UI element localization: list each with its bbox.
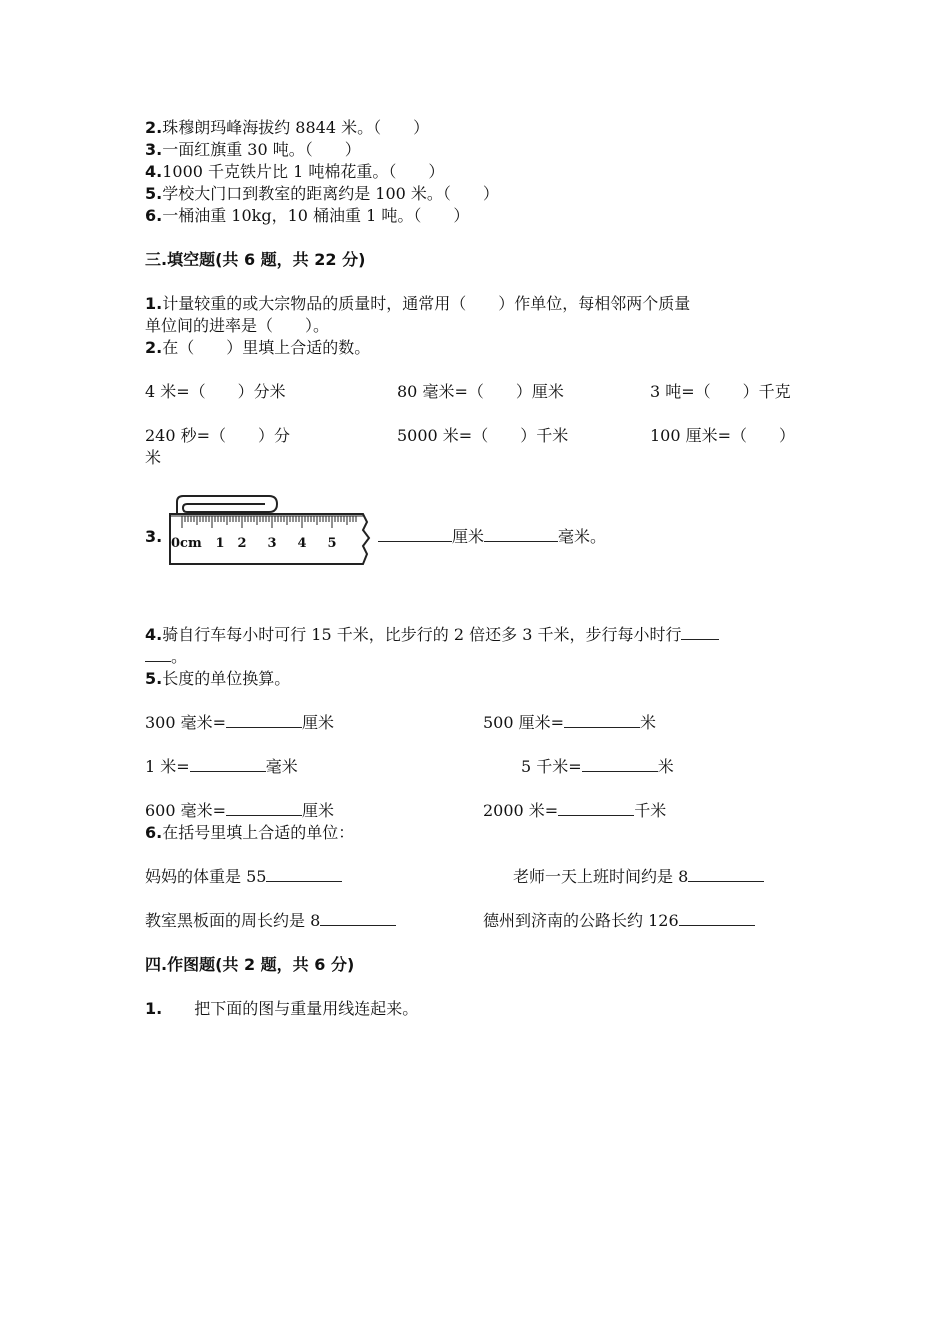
question-text: 骑自行车每小时可行 15 千米，比步行的 2 倍还多 3 千米，步行每小时行 bbox=[162, 625, 682, 644]
ruler-label: 2 bbox=[237, 536, 247, 551]
question-number: 4. bbox=[145, 162, 163, 181]
unit-fill-item bbox=[145, 911, 396, 931]
unit-conversion-item bbox=[521, 757, 674, 777]
conversion-item: 4 米=（ ）分米 bbox=[145, 382, 286, 401]
unit-fill-item bbox=[513, 867, 764, 887]
unit-fill-text: 德州到济南的公路长约 126 bbox=[483, 911, 679, 930]
fill-question-6 bbox=[145, 823, 354, 843]
unit-conversion-item bbox=[145, 757, 298, 777]
question-number: 5. bbox=[145, 669, 163, 688]
unit-conversion-item bbox=[145, 713, 334, 733]
unit-fill-item bbox=[145, 867, 342, 887]
answer-blank[interactable] bbox=[558, 801, 634, 816]
conversion-unit: 毫米 bbox=[265, 757, 298, 776]
paperclip-icon bbox=[177, 496, 277, 514]
question-number: 5. bbox=[145, 184, 163, 203]
answer-blank-cm[interactable] bbox=[378, 527, 452, 542]
question-text: 在（ ）里填上合适的数。 bbox=[162, 338, 371, 357]
question-number: 6. bbox=[145, 206, 163, 225]
unit-conversion-item bbox=[145, 801, 334, 821]
ruler-label: 0cm bbox=[171, 536, 202, 551]
answer-blank[interactable] bbox=[688, 867, 764, 882]
section-heading-fill-blank: 三.填空题(共 6 题，共 22 分) bbox=[145, 250, 366, 269]
question-text: 长度的单位换算。 bbox=[162, 669, 291, 688]
question-text: 把下面的图与重量用线连起来。 bbox=[194, 999, 419, 1018]
conversion-item: 100 厘米=（ ） bbox=[650, 426, 796, 445]
conversion-item: 5000 米=（ ）千米 bbox=[397, 426, 569, 445]
conversion-prefix: 5 千米= bbox=[521, 757, 582, 776]
fill-question-4 bbox=[145, 625, 719, 645]
question-number: 1. bbox=[145, 294, 163, 313]
conversion-prefix: 300 毫米= bbox=[145, 713, 227, 732]
conversion-unit: 厘米 bbox=[302, 801, 335, 820]
answer-blank[interactable] bbox=[679, 911, 755, 926]
answer-blank[interactable] bbox=[564, 713, 640, 728]
question-2 bbox=[145, 118, 429, 138]
answer-blank[interactable] bbox=[226, 801, 302, 816]
question-number: 1. bbox=[145, 999, 163, 1018]
unit-fill-text: 教室黑板面的周长约是 8 bbox=[145, 911, 321, 930]
question-text: 学校大门口到教室的距离约是 100 米。（ ） bbox=[162, 184, 499, 203]
question-text: 在括号里填上合适的单位： bbox=[162, 823, 355, 842]
ruler-with-paperclip-figure bbox=[165, 490, 380, 570]
ruler-label: 5 bbox=[327, 536, 337, 551]
question-text: 计量较重的或大宗物品的质量时，通常用（ ）作单位，每相邻两个质量 bbox=[162, 294, 691, 313]
conversion-item: 3 吨=（ ）千克 bbox=[650, 382, 791, 401]
conversion-item: 240 秒=（ ）分 bbox=[145, 426, 291, 445]
sentence-end: 。 bbox=[171, 647, 188, 666]
answer-blank[interactable] bbox=[320, 911, 396, 926]
fill-question-2 bbox=[145, 338, 370, 358]
conversion-unit: 厘米 bbox=[302, 713, 335, 732]
answer-blank[interactable] bbox=[266, 867, 342, 882]
conversion-item-wrap: 米 bbox=[145, 448, 162, 467]
unit-conversion-item bbox=[483, 801, 666, 821]
conversion-unit: 米 bbox=[657, 757, 674, 776]
ruler-answer bbox=[378, 527, 606, 547]
ruler-label: 3 bbox=[267, 536, 277, 551]
fill-question-3 bbox=[145, 527, 162, 547]
conversion-item: 80 毫米=（ ）厘米 bbox=[397, 382, 564, 401]
question-number: 3. bbox=[145, 140, 163, 159]
conversion-prefix: 1 米= bbox=[145, 757, 190, 776]
answer-blank[interactable] bbox=[582, 757, 658, 772]
question-number: 2. bbox=[145, 118, 163, 137]
answer-blank-continued[interactable] bbox=[145, 647, 171, 662]
unit-fill-text: 老师一天上班时间约是 8 bbox=[513, 867, 689, 886]
question-text: 一桶油重 10kg，10 桶油重 1 吨。（ ） bbox=[162, 206, 470, 225]
fill-question-1 bbox=[145, 294, 690, 314]
question-text-continued bbox=[145, 647, 187, 667]
ruler-label: 1 bbox=[215, 536, 225, 551]
question-text: 一面红旗重 30 吨。（ ） bbox=[162, 140, 361, 159]
question-number: 4. bbox=[145, 625, 163, 644]
unit-label: 厘米 bbox=[452, 527, 485, 546]
question-3 bbox=[145, 140, 361, 160]
answer-blank[interactable] bbox=[226, 713, 302, 728]
question-number: 3. bbox=[145, 527, 163, 546]
drawing-question-1 bbox=[145, 999, 418, 1019]
question-number: 2. bbox=[145, 338, 163, 357]
unit-fill-item bbox=[483, 911, 755, 931]
answer-blank[interactable] bbox=[681, 625, 719, 640]
question-text: 1000 千克铁片比 1 吨棉花重。（ ） bbox=[162, 162, 445, 181]
question-text-continued: 单位间的进率是（ ）。 bbox=[145, 316, 330, 335]
unit-conversion-item bbox=[483, 713, 656, 733]
question-number: 6. bbox=[145, 823, 163, 842]
question-6 bbox=[145, 206, 469, 226]
conversion-prefix: 500 厘米= bbox=[483, 713, 565, 732]
question-4 bbox=[145, 162, 444, 182]
conversion-prefix: 600 毫米= bbox=[145, 801, 227, 820]
conversion-unit: 千米 bbox=[634, 801, 667, 820]
ruler-label: 4 bbox=[297, 536, 307, 551]
answer-blank[interactable] bbox=[190, 757, 266, 772]
question-5 bbox=[145, 184, 499, 204]
section-heading-drawing: 四.作图题(共 2 题，共 6 分) bbox=[145, 955, 355, 974]
question-text: 珠穆朗玛峰海拔约 8844 米。（ ） bbox=[162, 118, 430, 137]
conversion-prefix: 2000 米= bbox=[483, 801, 559, 820]
unit-label: 毫米。 bbox=[558, 527, 607, 546]
conversion-unit: 米 bbox=[640, 713, 657, 732]
unit-fill-text: 妈妈的体重是 55 bbox=[145, 867, 267, 886]
answer-blank-mm[interactable] bbox=[484, 527, 558, 542]
fill-question-5 bbox=[145, 669, 290, 689]
